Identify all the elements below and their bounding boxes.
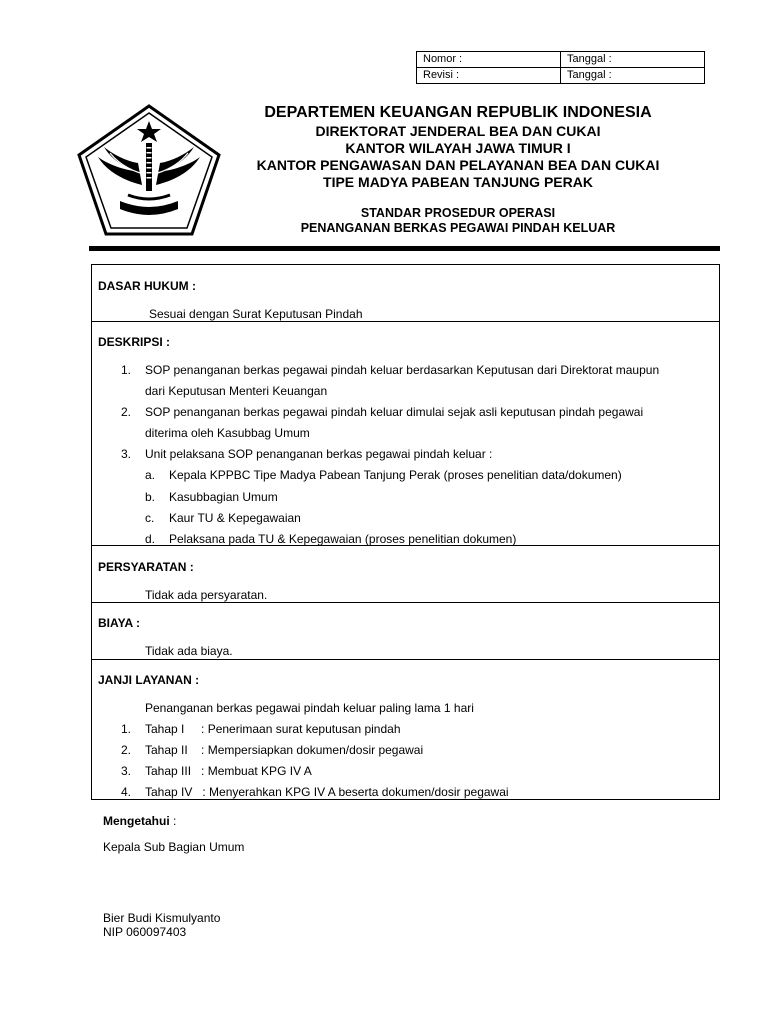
sop-title: STANDAR PROSEDUR OPERASI — [360, 206, 556, 220]
persyaratan-text: Tidak ada persyaratan. — [145, 588, 268, 602]
signer-name: Bier Budi Kismulyanto — [103, 911, 221, 925]
office-type: TIPE MADYA PABEAN TANJUNG PERAK — [323, 174, 593, 190]
regional-office-name: KANTOR WILAYAH JAWA TIMUR I — [345, 140, 571, 156]
tahap-4-text: Tahap IV : Menyerahkan KPG IV A beserta dokumen/dosir pegawai — [145, 785, 509, 799]
header-divider — [89, 246, 720, 251]
tanggal-label: Tanggal : — [561, 52, 705, 68]
persyaratan-title: PERSYARATAN : — [98, 560, 194, 574]
mengetahui-colon: : — [169, 814, 177, 828]
deskripsi-item-1-line-1: SOP penanganan berkas pegawai pindah keluar berdasarkan Keputusan dari Direktorat maupun — [145, 363, 660, 377]
deskripsi-item-1-number: 1. — [121, 363, 132, 377]
tanggal-revisi-label: Tanggal : — [561, 68, 705, 84]
deskripsi-section — [91, 321, 720, 546]
unit-a-text: Kepala KPPBC Tipe Madya Pabean Tanjung Perak (proses penelitian data/dokumen) — [169, 468, 622, 482]
janji-layanan-section — [91, 659, 720, 800]
revisi-label: Revisi : — [417, 68, 561, 84]
tahap-3-text: Tahap III : Membuat KPG IV A — [145, 764, 312, 778]
ministry-of-finance-logo — [76, 103, 222, 237]
department-name: DEPARTEMEN KEUANGAN REPUBLIK INDONESIA — [264, 104, 652, 121]
deskripsi-title: DESKRIPSI : — [98, 335, 171, 349]
janji-layanan-intro: Penanganan berkas pegawai pindah keluar paling lama 1 hari — [145, 701, 474, 715]
signer-nip: NIP 060097403 — [103, 925, 187, 939]
deskripsi-item-3-line-1: Unit pelaksana SOP penanganan berkas pegawai pindah keluar : — [145, 447, 493, 461]
deskripsi-item-2-line-2: diterima oleh Kasubbag Umum — [145, 426, 310, 440]
unit-d-text: Pelaksana pada TU & Kepegawaian (proses penelitian dokumen) — [169, 532, 517, 546]
persyaratan-section — [91, 545, 720, 603]
office-name: KANTOR PENGAWASAN DAN PELAYANAN BEA DAN CUKAI — [256, 157, 660, 173]
tahap-1-text: Tahap I : Penerimaan surat keputusan pindah — [145, 722, 401, 736]
directorate-name: DIREKTORAT JENDERAL BEA DAN CUKAI — [315, 123, 601, 139]
signer-position: Kepala Sub Bagian Umum — [103, 840, 245, 854]
dasar-hukum-title: DASAR HUKUM : — [98, 279, 196, 293]
dasar-hukum-section — [91, 264, 720, 322]
biaya-title: BIAYA : — [98, 616, 141, 630]
unit-c-letter: c. — [145, 511, 155, 525]
tahap-2-text: Tahap II : Mempersiapkan dokumen/dosir pegawai — [145, 743, 424, 757]
sop-subtitle: PENANGANAN BERKAS PEGAWAI PINDAH KELUAR — [300, 221, 616, 235]
janji-layanan-title: JANJI LAYANAN : — [98, 673, 200, 687]
unit-d-letter: d. — [145, 532, 156, 546]
tahap-2-number: 2. — [121, 743, 132, 757]
biaya-section — [91, 602, 720, 660]
unit-b-letter: b. — [145, 490, 156, 504]
agency-header — [230, 103, 686, 191]
unit-a-letter: a. — [145, 468, 156, 482]
deskripsi-item-2-line-1: SOP penanganan berkas pegawai pindah keluar dimulai sejak asli keputusan pindah pegawai — [145, 405, 644, 419]
dasar-hukum-text: Sesuai dengan Surat Keputusan Pindah — [149, 307, 363, 321]
mengetahui-line — [103, 814, 176, 828]
deskripsi-item-3-number: 3. — [121, 447, 132, 461]
mengetahui-label: Mengetahui — [103, 814, 170, 828]
deskripsi-item-1-line-2: dari Keputusan Menteri Keuangan — [145, 384, 328, 398]
tahap-3-number: 3. — [121, 764, 132, 778]
nomor-label: Nomor : — [417, 52, 561, 68]
biaya-text: Tidak ada biaya. — [145, 644, 233, 658]
unit-c-text: Kaur TU & Kepegawaian — [169, 511, 301, 525]
tahap-4-number: 4. — [121, 785, 132, 799]
unit-b-text: Kasubbagian Umum — [169, 490, 278, 504]
sop-heading — [230, 206, 686, 236]
document-control-table — [416, 51, 705, 84]
deskripsi-item-2-number: 2. — [121, 405, 132, 419]
tahap-1-number: 1. — [121, 722, 132, 736]
